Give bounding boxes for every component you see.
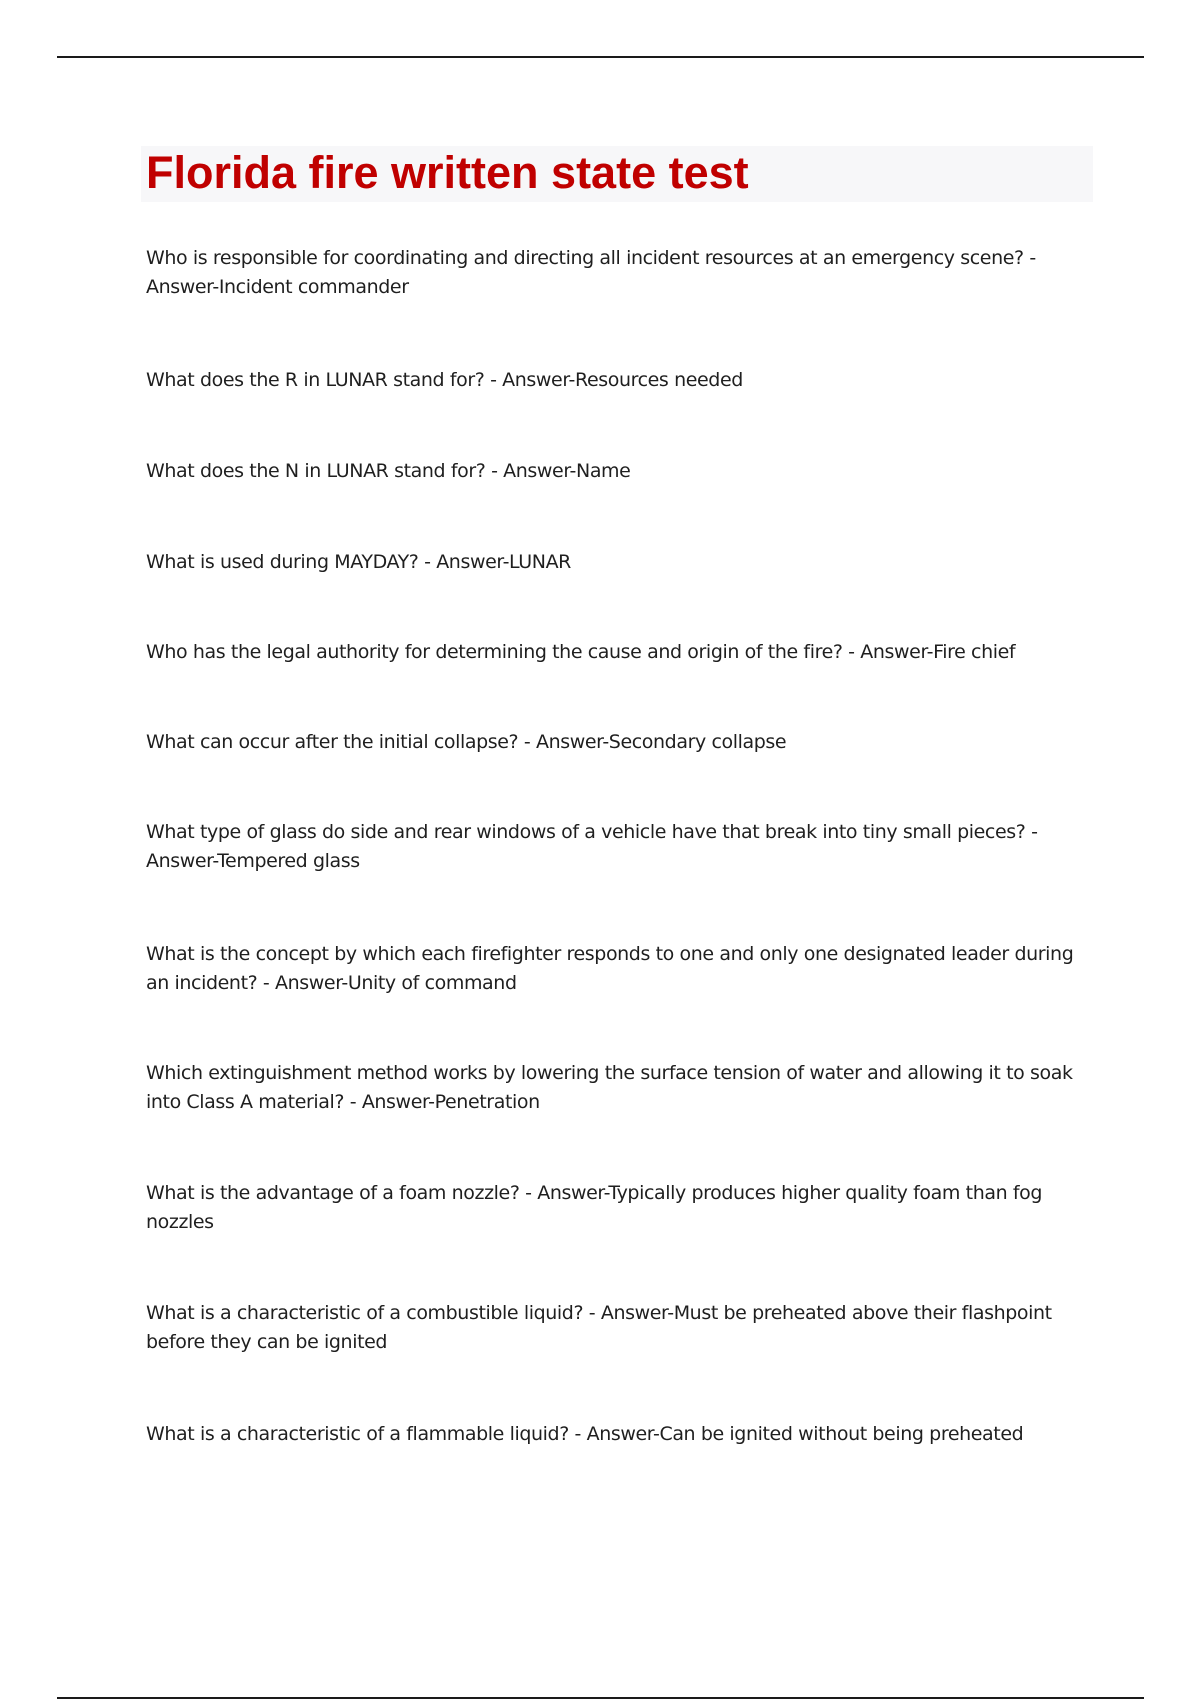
qa-item-8: What is the concept by which each firefighter responds to one and only one designated leader during an incident? - Answer-Unity of command	[146, 943, 1074, 994]
qa-item-1: Who is responsible for coordinating and directing all incident resources at an emergency scene? - Answer-Incident commander	[146, 247, 1036, 298]
qa-item-5: Who has the legal authority for determining the cause and origin of the fire? - Answer-Fire chief	[146, 641, 1016, 663]
qa-item-10: What is the advantage of a foam nozzle? - Answer-Typically produces higher quality foam than fog nozzles	[146, 1182, 1043, 1233]
bottom-rule	[57, 1697, 1144, 1699]
qa-item-7: What type of glass do side and rear windows of a vehicle have that break into tiny small pieces? - Answer-Tempered glass	[146, 821, 1038, 872]
top-rule	[57, 56, 1144, 58]
qa-item-4: What is used during MAYDAY? - Answer-LUNAR	[146, 551, 571, 573]
qa-item-9: Which extinguishment method works by lowering the surface tension of water and allowing it to soak into Class A material? - Answer-Penetration	[146, 1062, 1073, 1113]
page-title: Florida fire written state test	[146, 147, 749, 198]
qa-item-3: What does the N in LUNAR stand for? - Answer-Name	[146, 460, 631, 482]
qa-item-2: What does the R in LUNAR stand for? - Answer-Resources needed	[146, 369, 743, 391]
qa-item-12: What is a characteristic of a flammable liquid? - Answer-Can be ignited without being preheated	[146, 1423, 1024, 1445]
qa-item-11: What is a characteristic of a combustible liquid? - Answer-Must be preheated above their flashpoint before they can be ignited	[146, 1302, 1052, 1353]
qa-item-6: What can occur after the initial collapse? - Answer-Secondary collapse	[146, 731, 787, 753]
